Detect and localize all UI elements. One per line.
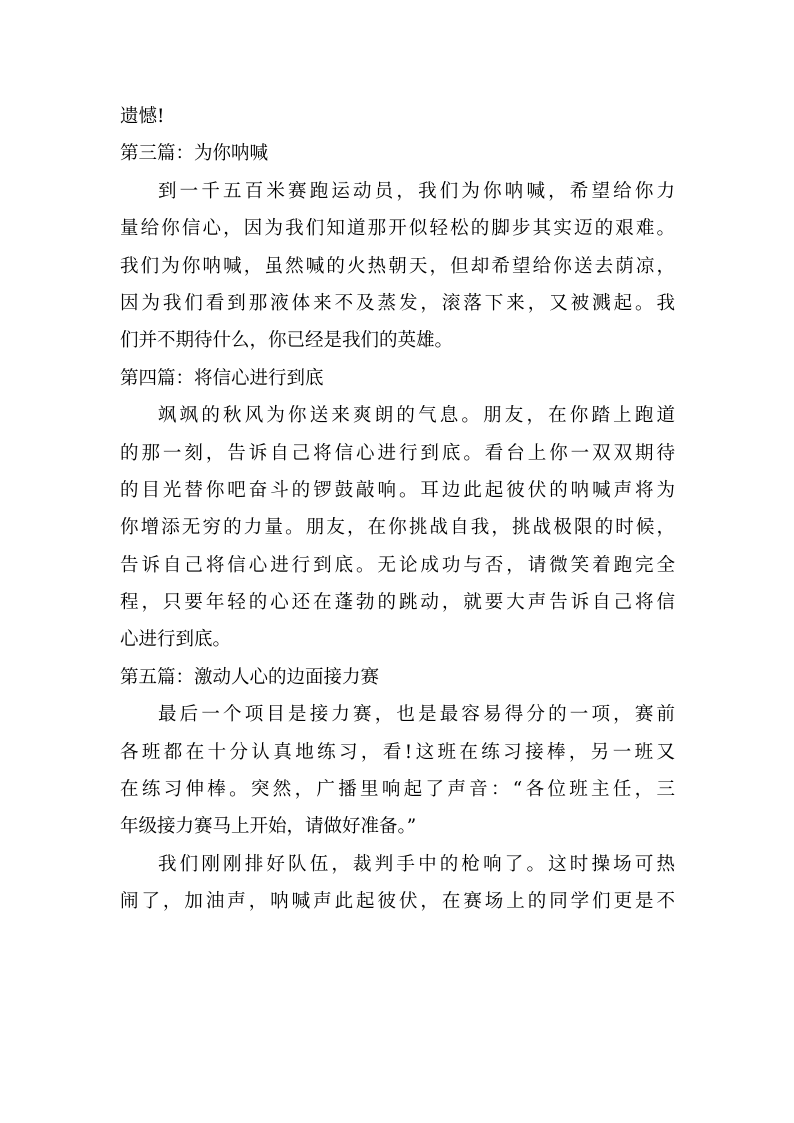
paragraph-line: 程，只要年轻的心还在蓬勃的跳动，就要大声告诉自己将信	[120, 592, 675, 614]
section-heading-4: 第四篇：将信心进行到底	[120, 367, 324, 389]
paragraph-line: 年级接力赛马上开始，请做好准备。”	[120, 816, 417, 838]
text-line-continuation: 遗憾!	[120, 106, 165, 127]
section-heading-3: 第三篇：为你呐喊	[120, 143, 269, 165]
paragraph-line: 们并不期待什么，你已经是我们的英雄。	[120, 330, 454, 352]
paragraph-line: 的目光替你吧奋斗的锣鼓敲响。耳边此起彼伏的呐喊声将为	[120, 479, 675, 501]
paragraph-line: 飒飒的秋风为你送来爽朗的气息。朋友，在你踏上跑道	[158, 405, 675, 427]
document-page	[120, 98, 675, 921]
paragraph-line: 量给你信心，因为我们知道那开似轻松的脚步其实迈的艰难。	[120, 218, 675, 240]
paragraph-line: 你增添无穷的力量。朋友，在你挑战自我，挑战极限的时候，	[120, 517, 675, 539]
paragraph-line: 各班都在十分认真地练习，看!这班在练习接棒，另一班又	[120, 741, 675, 763]
paragraph-line: 我们为你呐喊，虽然喊的火热朝天，但却希望给你送去荫凉，	[120, 255, 675, 277]
paragraph-line: 告诉自己将信心进行到底。无论成功与否，请微笑着跑完全	[120, 554, 675, 576]
paragraph-line: 我们刚刚排好队伍，裁判手中的枪响了。这时操场可热	[158, 853, 675, 875]
paragraph-line: 的那一刻，告诉自己将信心进行到底。看台上你一双双期待	[120, 442, 675, 464]
paragraph-line: 最后一个项目是接力赛，也是最容易得分的一项，赛前	[158, 704, 675, 726]
section-heading-5: 第五篇：激动人心的边面接力赛	[120, 666, 380, 688]
paragraph-line: 心进行到底。	[120, 629, 232, 651]
paragraph-line: 闹了，加油声，呐喊声此起彼伏，在赛场上的同学们更是不	[120, 891, 675, 913]
paragraph-line: 因为我们看到那液体来不及蒸发，滚落下来，又被溅起。我	[120, 292, 675, 314]
paragraph-line: 在练习伸棒。突然，广播里响起了声音：“各位班主任，三	[120, 779, 675, 801]
paragraph-line: 到一千五百米赛跑运动员，我们为你呐喊，希望给你力	[158, 180, 675, 202]
